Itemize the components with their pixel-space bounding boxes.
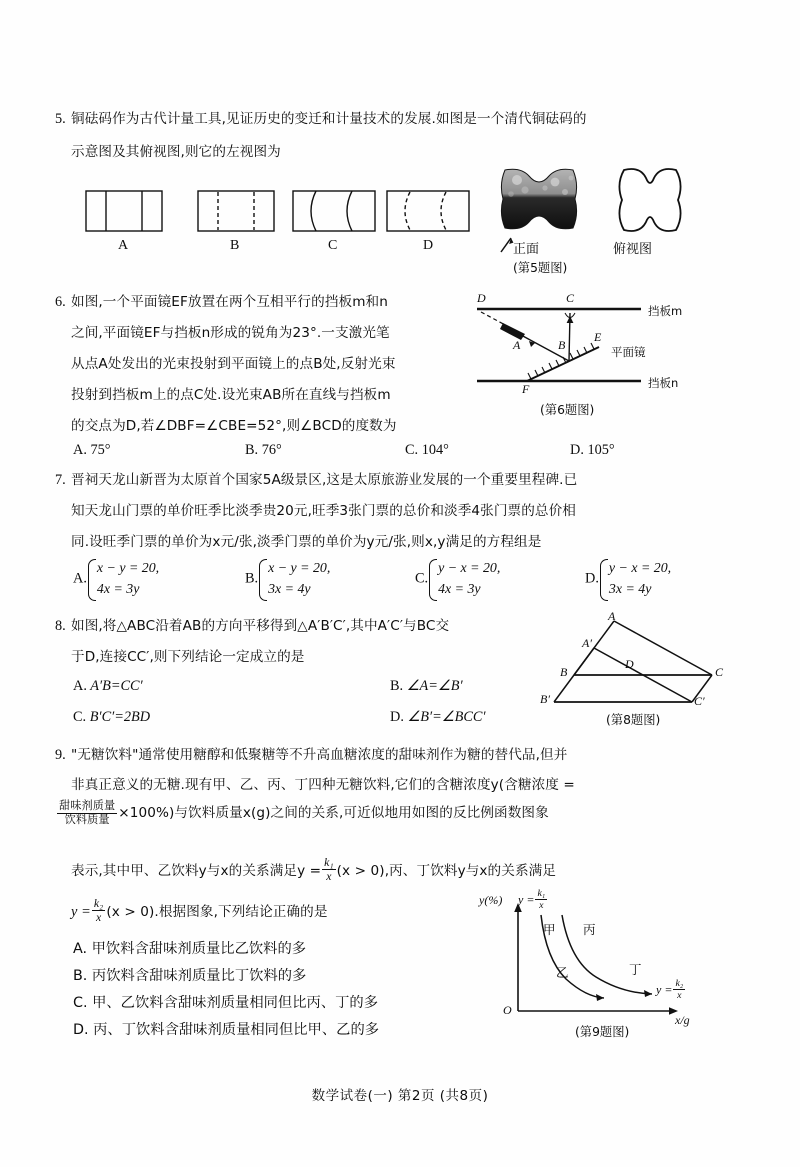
q5-choice-c-label: C xyxy=(328,238,338,253)
q9-option-d-text: 丙、丁饮料含甜味剂质量相同但比甲、乙的多 xyxy=(93,1022,380,1038)
question-6-number: 6. xyxy=(55,294,66,310)
q9-curve2-eq-prefix: y = xyxy=(656,982,673,997)
q6-option-d-key: D. xyxy=(570,442,584,458)
q9-curve2-denominator: x xyxy=(673,989,685,1001)
q7-option-b-system xyxy=(258,558,330,600)
question-7-line-2: 知天龙山门票的单价旺季比淡季贵20元,旺季3张门票的总价和淡季4张门票的总价相 xyxy=(71,503,577,519)
q7-option-d-key: D. xyxy=(585,570,599,587)
question-8-line-2: 于D,连接CC′,则下列结论一定成立的是 xyxy=(71,649,305,665)
question-6-line-4: 投射到挡板m上的点C处.设光束AB所在直线与挡板m xyxy=(71,387,391,403)
q5-choice-a-label: A xyxy=(118,238,129,253)
q6-option-d-text: 105° xyxy=(587,442,615,458)
q7-option-d-eq1: y − x = 20, xyxy=(608,561,672,576)
q9-option-b-text: 丙饮料含甜味剂质量比丁饮料的多 xyxy=(91,968,307,984)
question-5-number: 5. xyxy=(55,111,66,127)
q7-option-b[interactable] xyxy=(245,558,330,600)
q9-k2-denominator: x xyxy=(92,910,105,924)
q8-option-a[interactable] xyxy=(73,673,143,699)
q9-option-c[interactable] xyxy=(73,990,378,1016)
q8-option-c-text: B′C′=2BD xyxy=(89,709,151,725)
q7-option-c-system xyxy=(428,558,500,600)
q9-k1-denominator: x xyxy=(322,869,335,883)
q7-option-a[interactable] xyxy=(73,558,159,600)
q9-caption: (第9题图) xyxy=(575,1025,630,1039)
q8-label-B-prime: B′ xyxy=(540,692,550,706)
q5-choice-c-figure[interactable] xyxy=(292,190,376,232)
q7-option-a-eq2: 4x = 3y xyxy=(96,582,140,597)
q8-option-b-key: B. xyxy=(390,678,404,694)
q9-curve2-numerator: k₂ xyxy=(675,978,684,989)
q9-k1-fraction xyxy=(322,856,335,883)
question-8-number: 8. xyxy=(55,618,66,634)
q6-option-c[interactable] xyxy=(405,437,449,463)
q9-line-4-a: 表示,其中甲、乙饮料y与x的关系满足y = xyxy=(71,862,322,879)
q9-curve1-fraction xyxy=(535,888,547,911)
q9-y-axis-label: y(%) xyxy=(479,893,503,907)
q8-option-d-text: ∠B′=∠BCC′ xyxy=(407,709,486,725)
q5-choice-b-figure[interactable] xyxy=(197,190,275,232)
q9-curve1-eq-prefix: y = xyxy=(518,892,535,907)
question-5-line-1: 铜砝码作为古代计量工具,见证历史的变迁和计量技术的发展.如图是一个清代铜砝码的 xyxy=(71,111,587,127)
question-6-line-2: 之间,平面镜EF与挡板n形成的锐角为23°.一支激光笔 xyxy=(71,325,390,341)
q8-label-B: B xyxy=(560,665,568,679)
q9-option-a-key: A. xyxy=(73,941,88,957)
q6-option-a[interactable] xyxy=(73,437,111,463)
q6-label-mirror: 平面镜 xyxy=(611,345,646,359)
q6-option-b[interactable] xyxy=(245,437,282,463)
q7-option-d-eq2: 3x = 4y xyxy=(608,582,652,597)
q5-top-view-label: 俯视图 xyxy=(613,242,653,257)
page-footer: 数学试卷(一) 第2页 (共8页) xyxy=(311,1088,489,1104)
q9-curve1-denominator: x xyxy=(535,899,547,911)
q6-option-b-key: B. xyxy=(245,442,259,458)
q6-label-E: E xyxy=(594,330,602,344)
q8-option-d[interactable] xyxy=(390,704,486,730)
q9-k2-fraction xyxy=(92,897,105,924)
q9-x-axis-label: x/g xyxy=(675,1013,690,1027)
question-9-line-5 xyxy=(71,897,501,926)
q7-option-a-key: A. xyxy=(73,570,87,587)
q9-curve2-equation xyxy=(656,978,686,1001)
q9-label-yi: 乙 xyxy=(556,965,569,980)
question-9-line-3 xyxy=(56,800,766,827)
q9-curve1-equation xyxy=(518,888,548,911)
q6-label-board-m: 挡板m xyxy=(648,304,683,318)
q7-option-c-eq1: y − x = 20, xyxy=(438,561,501,576)
q5-choice-b-label: B xyxy=(230,238,240,253)
q9-k2-numerator: k₂ xyxy=(93,897,104,910)
q6-option-a-text: 75° xyxy=(90,442,111,458)
question-7-line-1: 晋祠天龙山新晋为太原首个国家5A级景区,这是太原旅游业发展的一个重要里程碑.已 xyxy=(71,472,578,488)
q6-option-c-text: 104° xyxy=(421,442,449,458)
q7-option-b-eq1: x − y = 20, xyxy=(268,561,331,576)
q6-label-C: C xyxy=(566,291,575,305)
q5-choice-d-label: D xyxy=(423,238,434,253)
q5-caption: (第5题图) xyxy=(513,261,568,275)
q7-option-b-eq2: 3x = 4y xyxy=(268,582,311,597)
question-9-line-2: 非真正意义的无糖.现有甲、乙、丙、丁四种无糖饮料,它们的含糖浓度y(含糖浓度 = xyxy=(71,777,575,793)
q8-option-a-text: A′B=CC′ xyxy=(90,678,143,694)
q7-option-d-system xyxy=(599,558,671,600)
q7-option-c-eq2: 4x = 3y xyxy=(438,582,481,597)
q9-option-c-text: 甲、乙饮料含甜味剂质量相同但比丙、丁的多 xyxy=(92,995,379,1011)
q6-label-A: A xyxy=(513,338,521,352)
question-7-number: 7. xyxy=(55,472,66,488)
q9-option-b-key: B. xyxy=(73,968,88,984)
q6-option-b-text: 76° xyxy=(261,442,282,458)
q8-option-d-key: D. xyxy=(390,709,404,725)
q9-option-c-key: C. xyxy=(73,995,88,1011)
q5-weight-photo xyxy=(495,166,583,232)
q9-line-4-b: (x > 0),丙、丁饮料y与x的关系满足 xyxy=(336,862,557,879)
q9-option-d-key: D. xyxy=(73,1022,89,1038)
q9-option-a-text: 甲饮料含甜味剂质量比乙饮料的多 xyxy=(91,941,307,957)
q8-option-a-key: A. xyxy=(73,678,87,694)
q7-option-a-eq1: x − y = 20, xyxy=(96,561,160,576)
q8-option-c[interactable] xyxy=(73,704,150,730)
q9-curve1-numerator: k₁ xyxy=(537,888,546,899)
q9-line-5-b: (x > 0).根据图象,下列结论正确的是 xyxy=(106,903,328,920)
q8-label-D: D xyxy=(625,657,634,671)
q9-option-b[interactable] xyxy=(73,963,306,989)
q8-label-C-prime: C′ xyxy=(694,694,705,708)
q8-label-A-prime: A′ xyxy=(582,636,592,650)
q8-label-A: A xyxy=(608,609,616,623)
q6-label-B: B xyxy=(558,338,566,352)
q6-option-c-key: C. xyxy=(405,442,419,458)
question-5-line-2: 示意图及其俯视图,则它的左视图为 xyxy=(71,144,281,160)
question-9-line-1: "无糖饮料"通常使用糖醇和低聚糖等不升高血糖浓度的甜味剂作为糖的替代品,但并 xyxy=(71,747,568,763)
q8-option-c-key: C. xyxy=(73,709,87,725)
q5-front-label: 正面 xyxy=(513,242,540,257)
q7-option-c-key: C. xyxy=(415,570,429,587)
question-6-line-5: 的交点为D,若∠DBF=∠CBE=52°,则∠BCD的度数为 xyxy=(71,418,397,434)
q9-k1-numerator: k₁ xyxy=(324,856,334,869)
q8-label-C: C xyxy=(715,665,724,679)
q9-option-d[interactable] xyxy=(73,1017,379,1043)
q9-concentration-fraction xyxy=(57,800,117,826)
q5-choice-a-figure[interactable] xyxy=(85,190,163,232)
q8-option-b-text: ∠A=∠B′ xyxy=(406,678,463,694)
q6-label-D: D xyxy=(477,291,486,305)
q8-caption: (第8题图) xyxy=(606,713,661,727)
q9-label-ding: 丁 xyxy=(629,962,642,977)
q9-fraction-denominator: 饮料质量 xyxy=(57,813,117,826)
q7-option-b-key: B. xyxy=(245,570,259,587)
q7-option-a-system xyxy=(87,558,159,600)
q8-option-b[interactable] xyxy=(390,673,463,699)
q5-choice-d-figure[interactable] xyxy=(386,190,470,232)
q7-option-d[interactable] xyxy=(585,558,671,600)
q9-option-a[interactable] xyxy=(73,936,306,962)
q7-option-c[interactable] xyxy=(415,558,500,600)
q9-label-jia: 甲 xyxy=(543,922,556,937)
q6-label-board-n: 挡板n xyxy=(648,376,679,390)
q9-line-5-a: y = xyxy=(71,903,91,920)
q9-graph-figure xyxy=(500,893,750,1018)
q5-top-view-figure xyxy=(610,166,690,234)
question-7-line-3: 同.设旺季门票的单价为x元/张,淡季门票的单价为y元/张,则x,y满足的方程组是 xyxy=(71,534,542,550)
question-6-line-3: 从点A处发出的光束投射到平面镜上的点B处,反射光束 xyxy=(71,356,396,372)
q9-curve2-fraction xyxy=(673,978,685,1001)
q9-line-3-rest: ×100%)与饮料质量x(g)之间的关系,可近似地用如图的反比例函数图象 xyxy=(118,805,549,821)
q9-fraction-numerator: 甜味剂质量 xyxy=(59,799,116,813)
q9-origin-label: O xyxy=(503,1003,512,1017)
q9-label-bing: 丙 xyxy=(583,922,596,937)
q6-option-a-key: A. xyxy=(73,442,87,458)
question-9-number: 9. xyxy=(55,747,66,763)
q6-caption: (第6题图) xyxy=(540,403,595,417)
question-9-line-4 xyxy=(71,856,771,885)
question-6-line-1: 如图,一个平面镜EF放置在两个互相平行的挡板m和n xyxy=(71,294,388,310)
question-8-line-1: 如图,将△ABC沿着AB的方向平移得到△A′B′C′,其中A′C′与BC交 xyxy=(71,618,450,634)
q6-label-F: F xyxy=(522,382,530,396)
q6-option-d[interactable] xyxy=(570,437,615,463)
